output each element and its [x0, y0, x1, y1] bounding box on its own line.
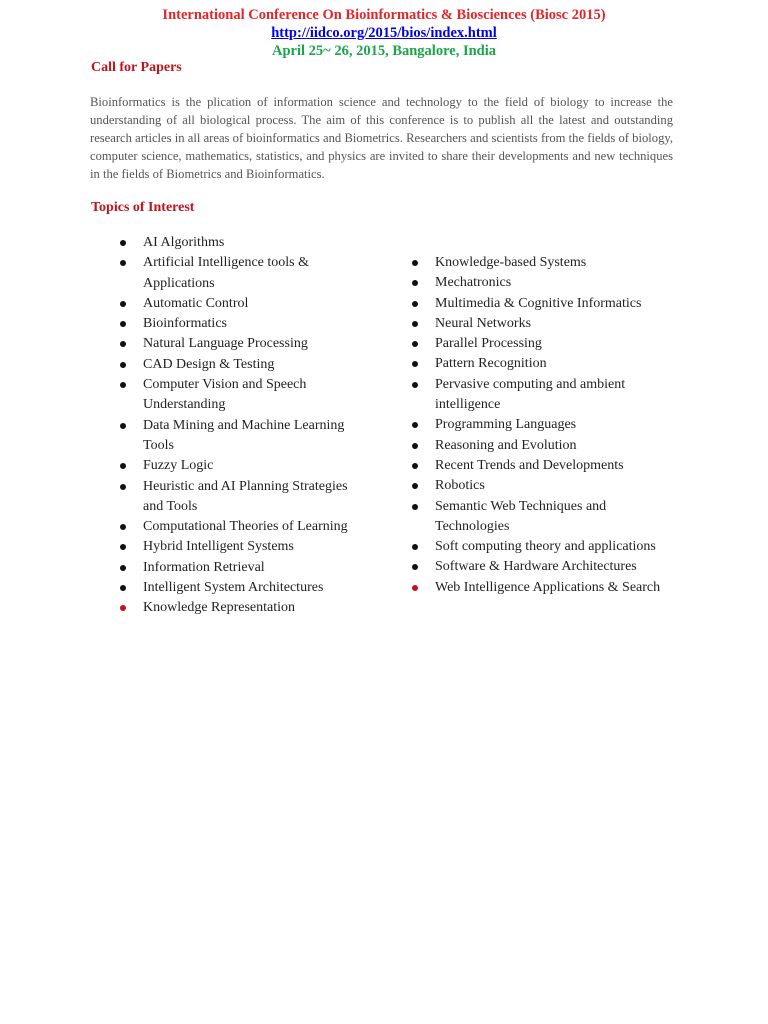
topic-item: Knowledge Representation [118, 598, 368, 618]
topic-item: Heuristic and AI Planning Strategies and Tools [118, 477, 368, 518]
topic-item: Artificial Intelligence tools & Applications [118, 253, 368, 294]
topic-item: Programming Languages [410, 415, 670, 435]
topic-item: Robotics [410, 476, 670, 496]
conference-title: International Conference On Bioinformatics & Biosciences (Biosc 2015) [162, 7, 606, 23]
topic-item: Neural Networks [410, 314, 670, 334]
topics-list-right [410, 253, 670, 598]
topic-item: Knowledge-based Systems [410, 253, 670, 273]
conference-header [0, 6, 768, 60]
topic-item: Mechatronics [410, 273, 670, 293]
topic-item: Intelligent System Architectures [118, 578, 368, 598]
topic-item: Web Intelligence Applications & Search [410, 578, 670, 598]
topic-item: Reasoning and Evolution [410, 436, 670, 456]
topic-item: Natural Language Processing [118, 334, 368, 354]
topic-item: Information Retrieval [118, 558, 368, 578]
call-for-papers-body: Bioinformatics is the plication of information science and technology to the field of biology to increase the understanding of all biological process. The aim of this conference is to publish all the latest and outstanding research articles in all areas of bioinformatics and Biometrics. Researchers and scientists from the fields of biology, computer science, mathematics, statistics, and physics are invited to share their developments and new techniques in the fields of Biometrics and Bioinformatics. [90, 95, 673, 181]
topic-item: Software & Hardware Architectures [410, 557, 670, 577]
topic-item: Bioinformatics [118, 314, 368, 334]
topic-item: Pervasive computing and ambient intelligence [410, 375, 670, 416]
topic-item: AI Algorithms [118, 233, 368, 253]
call-for-papers-heading: Call for Papers [91, 60, 182, 75]
conference-url-link[interactable]: http://iidco.org/2015/bios/index.html [271, 25, 497, 41]
topics-list-left [118, 233, 368, 619]
topics-heading: Topics of Interest [91, 200, 195, 215]
topic-item: Soft computing theory and applications [410, 537, 670, 557]
topic-item: Automatic Control [118, 294, 368, 314]
topic-item: Computational Theories of Learning [118, 517, 368, 537]
topic-item: Recent Trends and Developments [410, 456, 670, 476]
topic-item: Pattern Recognition [410, 354, 670, 374]
conference-date-location: April 25~ 26, 2015, Bangalore, India [272, 43, 496, 59]
topic-item: CAD Design & Testing [118, 355, 368, 375]
topic-item: Data Mining and Machine Learning Tools [118, 416, 368, 457]
topic-item: Computer Vision and Speech Understanding [118, 375, 368, 416]
topic-item: Multimedia & Cognitive Informatics [410, 294, 670, 314]
topic-item: Hybrid Intelligent Systems [118, 537, 368, 557]
topic-item: Parallel Processing [410, 334, 670, 354]
topic-item: Fuzzy Logic [118, 456, 368, 476]
topic-item: Semantic Web Techniques and Technologies [410, 497, 670, 538]
